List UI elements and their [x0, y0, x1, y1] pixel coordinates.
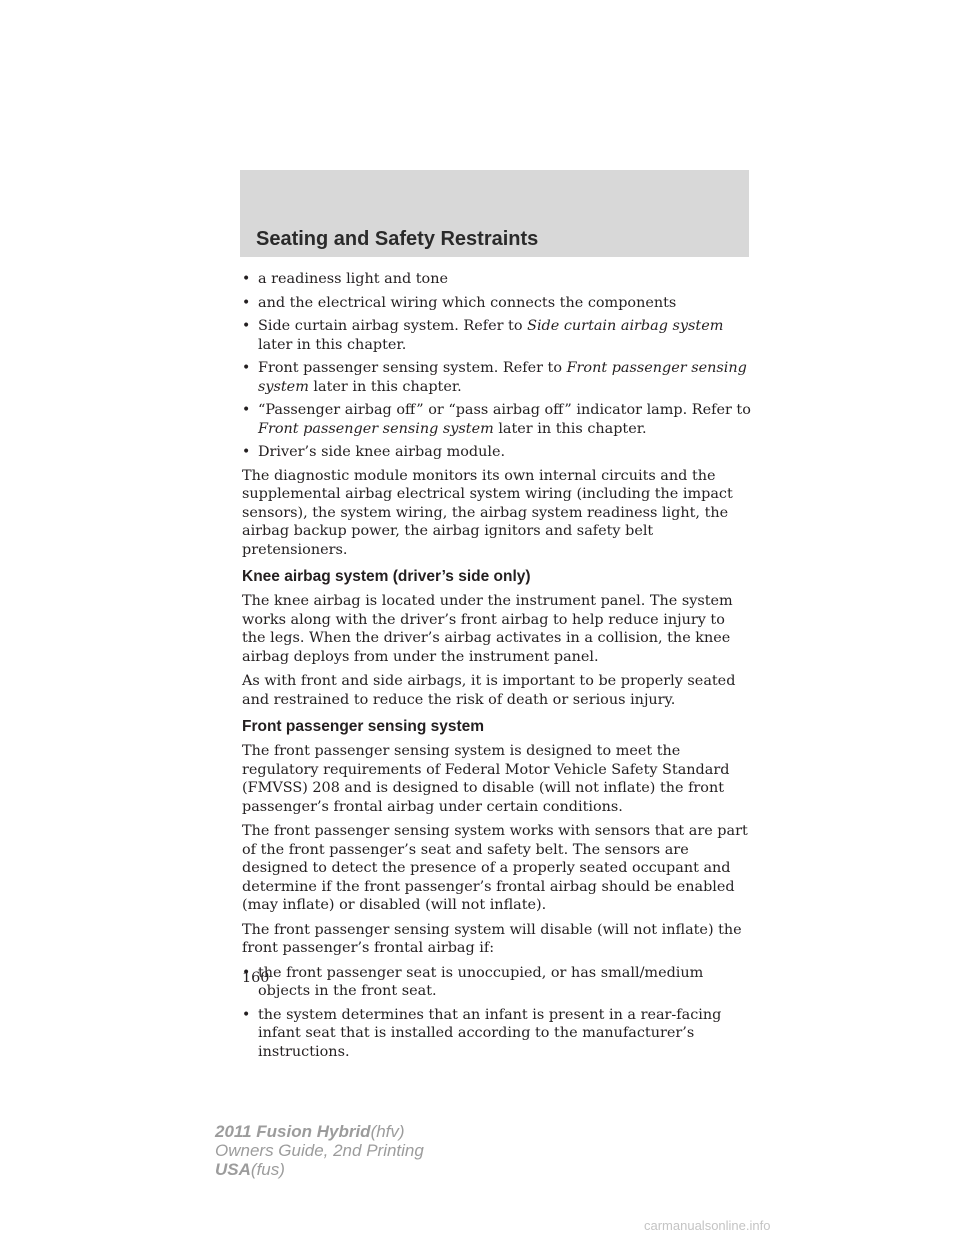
page-content	[242, 270, 752, 1066]
footer-line-3	[215, 1160, 424, 1179]
site-watermark[interactable]: carmanualsonline.info	[644, 1218, 771, 1233]
list-item-text: Driver’s side knee airbag module.	[258, 444, 506, 460]
footer-model-code: (hfv)	[370, 1122, 405, 1141]
list-item	[242, 294, 752, 313]
list-item-text: a readiness light and tone	[258, 271, 448, 287]
paragraph-sensing-1: The front passenger sensing system is designed to meet the regulatory requirements of Federal Motor Vehicle Safety Standard (FMVSS) 208 and is designed to disable (will not inflate) the front passenger’s frontal airbag under certain conditions.	[242, 743, 730, 815]
page-number: 160	[242, 970, 270, 986]
paragraph-knee-1: The knee airbag is located under the instrument panel. The system works along with the driver’s front airbag to help reduce injury to the legs. When the driver’s airbag activates in a collision, the knee airbag deploys from under the instrument panel.	[242, 593, 733, 665]
section-header-band	[240, 170, 749, 257]
cross-reference: Side curtain airbag system	[527, 318, 724, 334]
list-item: • the front passenger seat is unoccupied, or has small/medium objects in the front seat.	[242, 964, 752, 1001]
heading-knee-airbag: Knee airbag system (driver’s side only)	[242, 568, 531, 585]
list-item-text: “Passenger airbag off” or “pass airbag off” indicator lamp. Refer to	[258, 402, 751, 418]
footer-line-2: Owners Guide, 2nd Printing	[215, 1141, 424, 1160]
section-title: Seating and Safety Restraints	[256, 228, 539, 250]
cross-reference: Front passenger sensing system	[258, 420, 494, 437]
list-item	[242, 270, 752, 289]
disable-conditions-list	[242, 964, 752, 1062]
list-item: • the system determines that an infant is present in a rear-facing infant seat that is installed according to the manufacturer’s instructions.	[242, 1006, 752, 1062]
component-list	[242, 270, 752, 462]
list-item-text: and the electrical wiring which connects the components	[258, 294, 677, 311]
cross-reference: Front passenger sensing system	[258, 360, 747, 395]
list-item	[242, 359, 752, 396]
heading-passenger-sensing: Front passenger sensing system	[242, 718, 485, 735]
footer-market: USA	[215, 1160, 251, 1179]
list-item-text: Front passenger sensing system. Refer to	[258, 360, 567, 376]
list-item-text: Side curtain airbag system. Refer to	[258, 318, 528, 334]
document-footer	[215, 1122, 424, 1179]
paragraph-diagnostic: The diagnostic module monitors its own internal circuits and the supplemental airbag electrical system wiring (including the impact sensors), the system wiring, the airbag system readiness light, the airbag backup power, the airbag ignitors and safety belt pretensioners.	[242, 467, 733, 558]
list-item-text: later in this chapter.	[493, 420, 647, 437]
paragraph-sensing-2: The front passenger sensing system works with sensors that are part of the front passenger’s seat and safety belt. The sensors are designed to detect the presence of a properly seated occupant and determine if the front passenger’s frontal airbag should be enabled (may inflate) or disabled (will not inflate).	[242, 823, 748, 913]
footer-market-code: (fus)	[250, 1160, 285, 1179]
list-item	[242, 317, 752, 354]
footer-line-1	[215, 1122, 424, 1141]
list-item	[242, 401, 752, 438]
footer-model: 2011 Fusion Hybrid	[215, 1122, 371, 1141]
paragraph-knee-2: As with front and side airbags, it is important to be properly seated and restrained to reduce the risk of death or serious injury.	[242, 673, 736, 708]
list-item-text: later in this chapter.	[258, 336, 407, 353]
list-item-text: later in this chapter.	[308, 378, 462, 395]
paragraph-sensing-3: The front passenger sensing system will disable (will not inflate) the front passenger’s frontal airbag if:	[242, 921, 742, 956]
list-item	[242, 443, 752, 462]
